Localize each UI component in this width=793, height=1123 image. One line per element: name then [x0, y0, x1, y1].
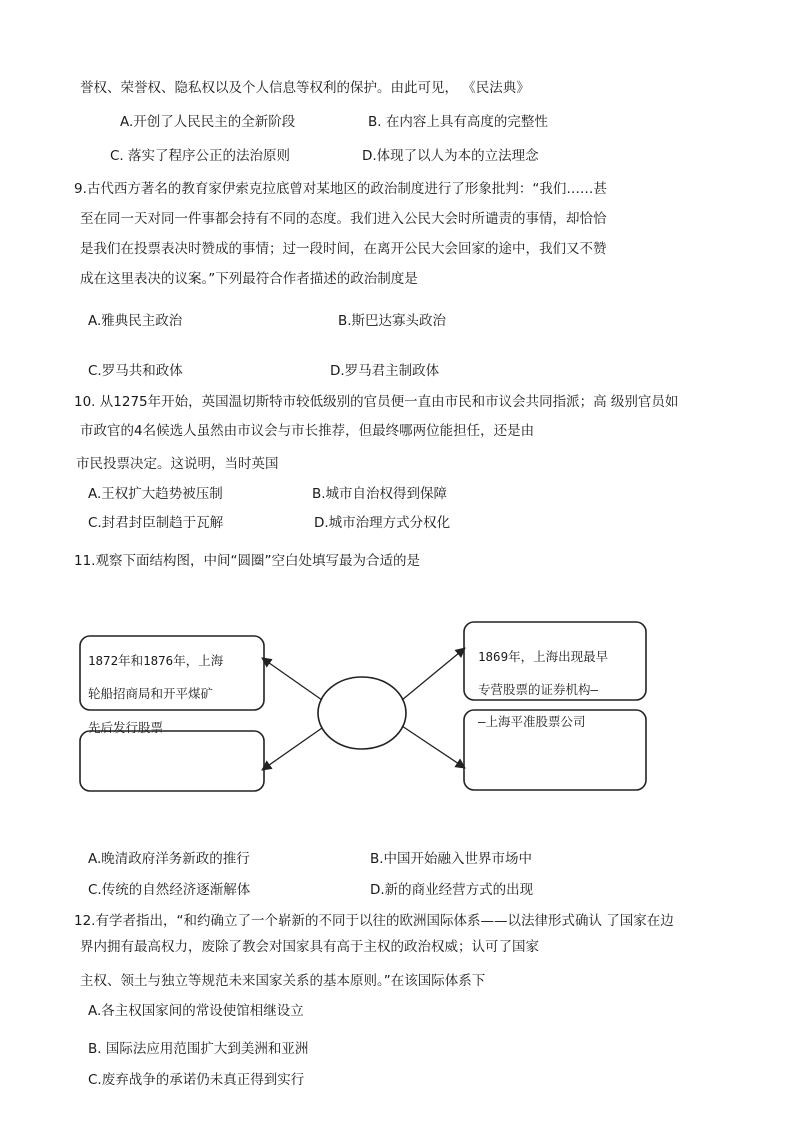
- q10-option-a: A.王权扩大趋势被压制: [88, 486, 223, 502]
- q12-stem-line-3: 主权、领土与独立等规范未来国家关系的基本原则。”在该国际体系下: [80, 973, 486, 989]
- q10-stem-line-1: 10. 从1275年开始，英国温切斯特市较低级别的官员便一直由市民和市议会共同指派；高 级别官员如: [74, 394, 679, 410]
- q10-stem-line-2: 市政官的4名候选人虽然由市议会与市长推荐，但最终哪两位能担任，还是由: [80, 423, 535, 439]
- q9-stem-line-1: 9.古代西方著名的教育家伊索克拉底曾对某地区的政治制度进行了形象批判：“我们……甚: [74, 181, 607, 197]
- q9-stem-line-3: 是我们在投票表决时赞成的事情；过一段时间，在离开公民大会回家的途中，我们又不赞: [80, 241, 607, 257]
- q12-option-c: C.废弃战争的承诺仍未真正得到实行: [88, 1072, 305, 1088]
- box-top-right-line-2: 专营股票的证券机构—: [478, 682, 599, 697]
- q10-option-c: C.封君封臣制趋于瓦解: [88, 515, 224, 531]
- box-bottom-left: [80, 731, 264, 791]
- arrow-to-bottom-left: [262, 728, 322, 770]
- q12-option-a: A.各主权国家间的常设使馆相继设立: [88, 1003, 304, 1019]
- q8-option-d: D.体现了以人为本的立法理念: [362, 148, 539, 164]
- q8-option-a: A.开创了人民民主的全新阶段: [120, 114, 296, 130]
- q8-option-c: C. 落实了程序公正的法治原则: [110, 148, 291, 164]
- box-top-right-line-3: —上海平准股票公司: [478, 714, 586, 729]
- q10-stem-line-3: 市民投票决定。这说明，当时英国: [76, 456, 279, 472]
- q12-option-b: B. 国际法应用范围扩大到美洲和亚洲: [88, 1041, 309, 1057]
- q12-stem-line-1: 12.有学者指出，“和约确立了一个崭新的不同于以往的欧洲国际体系——以法律形式确认 了国家在边: [74, 913, 674, 929]
- q9-option-a: A.雅典民主政治: [88, 313, 183, 329]
- q11-option-a: A.晚清政府洋务新政的推行: [88, 851, 250, 867]
- arrow-to-bottom-right: [402, 726, 465, 768]
- q10-option-d: D.城市治理方式分权化: [314, 515, 451, 531]
- q11-option-c: C.传统的自然经济逐渐解体: [88, 882, 251, 898]
- q9-option-b: B.斯巴达寡头政治: [338, 313, 447, 329]
- box-top-left-line-1: 1872年和1876年，上海: [88, 653, 224, 668]
- q9-stem-line-4: 成在这里表决的议案。”下列最符合作者描述的政治制度是: [80, 271, 418, 287]
- box-top-left-line-3: 先后发行股票: [88, 720, 164, 735]
- q9-option-c: C.罗马共和政体: [88, 363, 183, 379]
- q11-option-b: B.中国开始融入世界市场中: [370, 851, 533, 867]
- q11-stem: 11.观察下面结构图，中间“圆圈”空白处填写最为合适的是: [74, 553, 420, 569]
- q11-option-d: D.新的商业经营方式的出现: [370, 882, 534, 898]
- q9-option-d: D.罗马君主制政体: [330, 363, 440, 379]
- q9-stem-line-2: 至在同一天对同一件事都会持有不同的态度。我们进入公民大会时所谴责的事情，却恰恰: [80, 211, 607, 227]
- q10-option-b: B.城市自治权得到保障: [312, 486, 448, 502]
- box-top-right-line-1: 1869年，上海出现最早: [478, 649, 609, 664]
- arrow-to-top-left: [262, 658, 322, 700]
- arrow-to-top-right: [402, 648, 465, 700]
- q8-option-b: B. 在内容上具有高度的完整性: [368, 114, 548, 130]
- center-circle: [318, 677, 406, 749]
- q12-stem-line-2: 界内拥有最高权力，废除了教会对国家具有高于主权的政治权威；认可了国家: [80, 939, 539, 955]
- q8-stem-tail: 誉权、荣誉权、隐私权以及个人信息等权利的保护。由此可见， 《民法典》: [80, 80, 530, 96]
- box-top-left-line-2: 轮船招商局和开平煤矿: [88, 686, 214, 701]
